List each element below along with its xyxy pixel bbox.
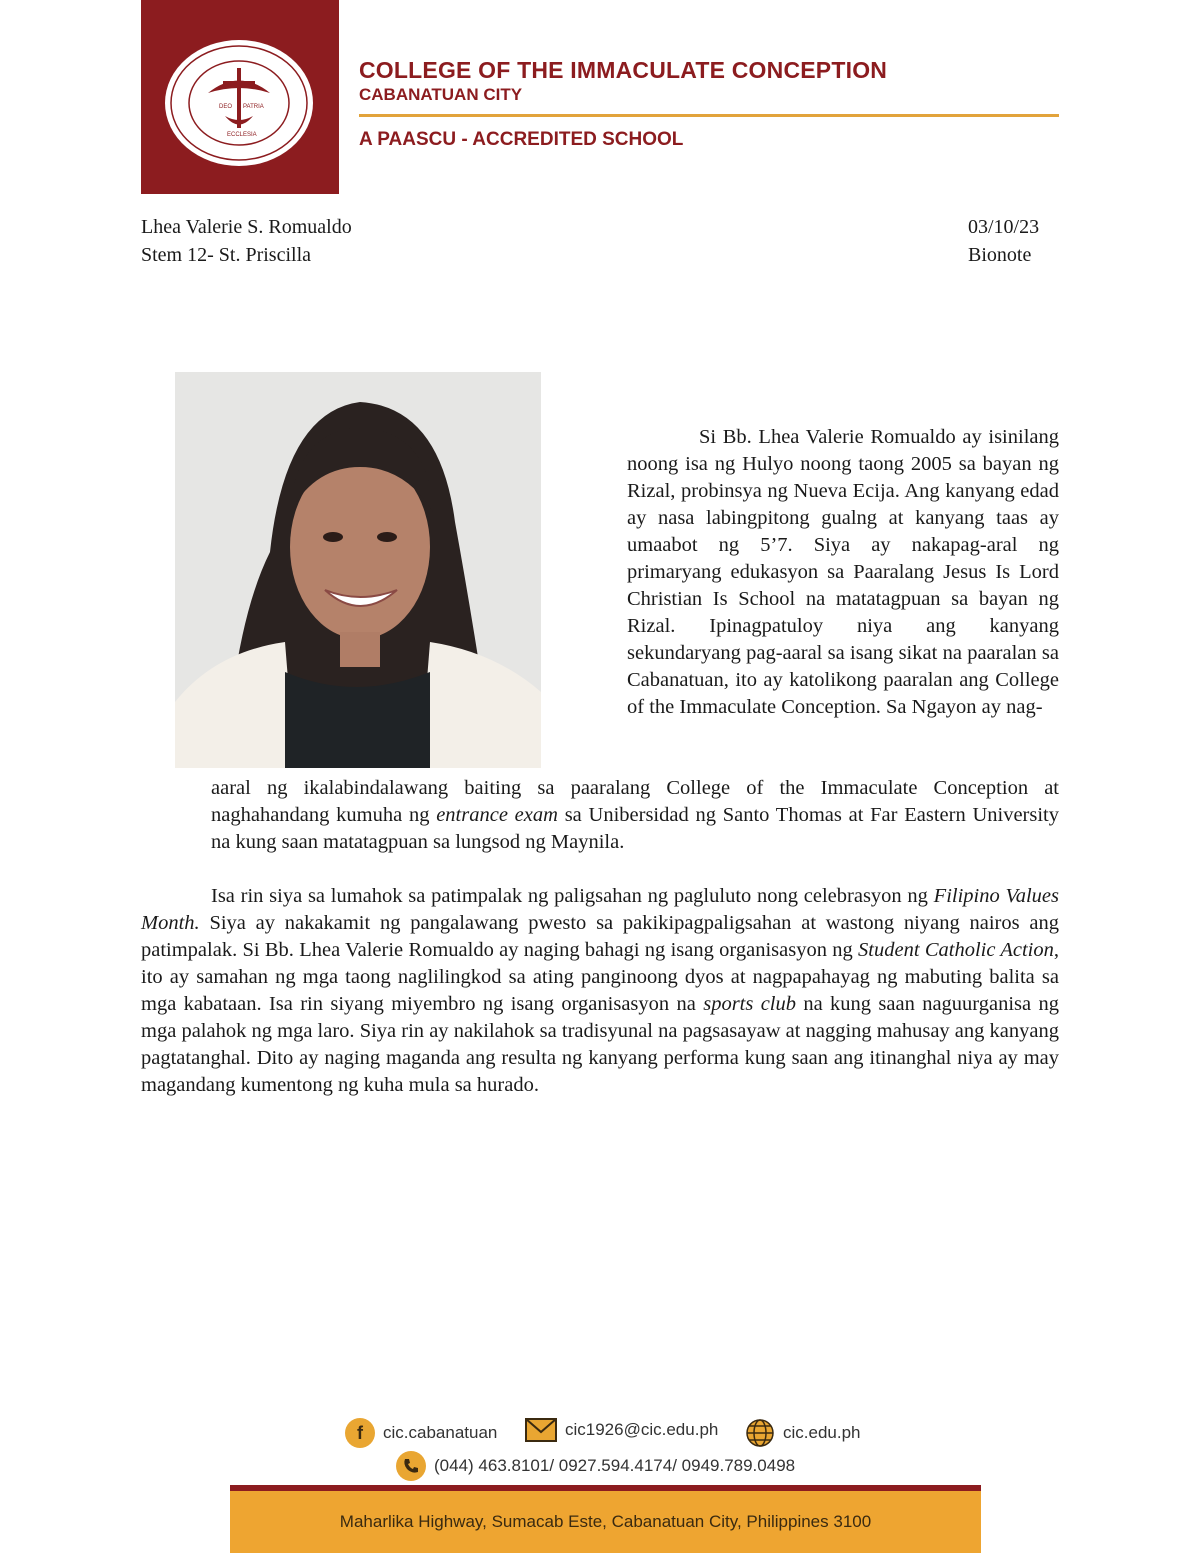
- document-type: Bionote: [968, 244, 1032, 266]
- bionote-paragraph-1-continued: [211, 775, 1059, 856]
- school-name: COLLEGE OF THE IMMACULATE CONCEPTION: [359, 57, 888, 83]
- school-city: CABANATUAN CITY: [359, 85, 523, 104]
- logo-block: [141, 0, 339, 194]
- emphasis-values-month: Filipino Values Month.: [141, 885, 1059, 934]
- svg-text:ECCLESIA: ECCLESIA: [227, 132, 257, 138]
- envelope-icon: [525, 1418, 557, 1442]
- header-divider: [359, 114, 1059, 117]
- emphasis-catholic-action: Student Catholic Action: [858, 939, 1054, 961]
- phone-icon: [396, 1451, 426, 1481]
- text-run: sa Unibersidad ng Santo Thomas at Far Eastern University na kung saan matatagpuan sa lungsod ng Maynila.: [211, 804, 1059, 853]
- email-address: cic1926@cic.edu.ph: [565, 1420, 719, 1439]
- text-run: , ito ay samahan ng mga taong naglilingkod sa ating panginoong dyos at nagpapahayag ng mabuting balita sa mga kabataan. Isa rin siyang miyembro ng isang organisasyon na: [141, 939, 1059, 1015]
- school-seal-logo: [163, 38, 316, 168]
- student-portrait: [175, 372, 541, 768]
- text-run: Siya ay nakakamit ng pangalawang pwesto sa pakikipagpaligsahan at wastong niyang nairos ang patimpalak. Si Bb. Lhea Valerie Romualdo ay naging bahagi ng isang organisasyon ng: [141, 912, 1059, 961]
- accreditation-label: A PAASCU - ACCREDITED SCHOOL: [359, 129, 684, 150]
- bionote-paragraph-1: Si Bb. Lhea Valerie Romualdo ay isinilang noong isa ng Hulyo noong taong 2005 sa bayan ng Rizal, probinsya ng Nueva Ecija. Ang kanyang edad ay nasa labingpitong gualng at kanyang taas ay umaabot ng 5’7. Siya ay nakapag-aral ng primaryang edukasyon sa Paaralang Jesus Is Lord Christian Is School na matatagpuan sa bayan ng Rizal. Ipinagpatuloy niya ang kanyang sekundaryang pag-aaral sa isang sikat na paaralan sa Cabanatuan, ito ay katolikong paaralan ang College of the Immaculate Conception. Sa Ngayon ay nag-: [627, 426, 1059, 718]
- phone-contact[interactable]: [396, 1451, 795, 1481]
- student-info: [141, 213, 352, 269]
- emphasis-sports-club: sports club: [703, 993, 796, 1015]
- website-contact[interactable]: [745, 1418, 861, 1448]
- globe-icon: [745, 1418, 775, 1448]
- text-run: Isa rin siya sa lumahok sa patimpalak ng paligsahan ng pagluluto nong celebrasyon ng: [211, 885, 934, 907]
- emphasis-entrance-exam: entrance exam: [436, 804, 558, 826]
- bionote-paragraph-2: [141, 883, 1059, 1099]
- website-url: cic.edu.ph: [783, 1423, 861, 1442]
- student-name: Lhea Valerie S. Romualdo: [141, 216, 352, 238]
- student-section: Stem 12- St. Priscilla: [141, 244, 311, 266]
- school-address: Maharlika Highway, Sumacab Este, Cabanatuan City, Philippines 3100: [339, 1512, 872, 1531]
- facebook-icon: f: [345, 1418, 375, 1448]
- document-date: 03/10/23: [968, 216, 1040, 238]
- email-contact[interactable]: [525, 1418, 718, 1442]
- phone-numbers: (044) 463.8101/ 0927.594.4174/ 0949.789.0498: [434, 1456, 796, 1475]
- svg-text:PATRIA: PATRIA: [243, 104, 264, 110]
- text-run: na kung saan naguurganisa ng mga palahok ng mga laro. Siya rin ay nakilahok sa tradisyunal na pagsasayaw at nagging mahusay ang kanyang pagtatanghal. Dito ay naging maganda ang resulta ng kanyang performa kung saan ang itinanghal niya ay may magandang kumentong ng kuha mula sa hurado.: [141, 993, 1059, 1096]
- footer-band: [230, 1491, 981, 1553]
- text-run: aaral ng ikalabindalawang baiting sa paaralang College of the Immaculate Conception at naghahandang kumuha ng: [211, 777, 1059, 826]
- facebook-handle: cic.cabanatuan: [383, 1423, 498, 1442]
- svg-text:DEO: DEO: [219, 104, 233, 110]
- facebook-contact[interactable]: [345, 1418, 497, 1448]
- document-info: [968, 213, 1039, 269]
